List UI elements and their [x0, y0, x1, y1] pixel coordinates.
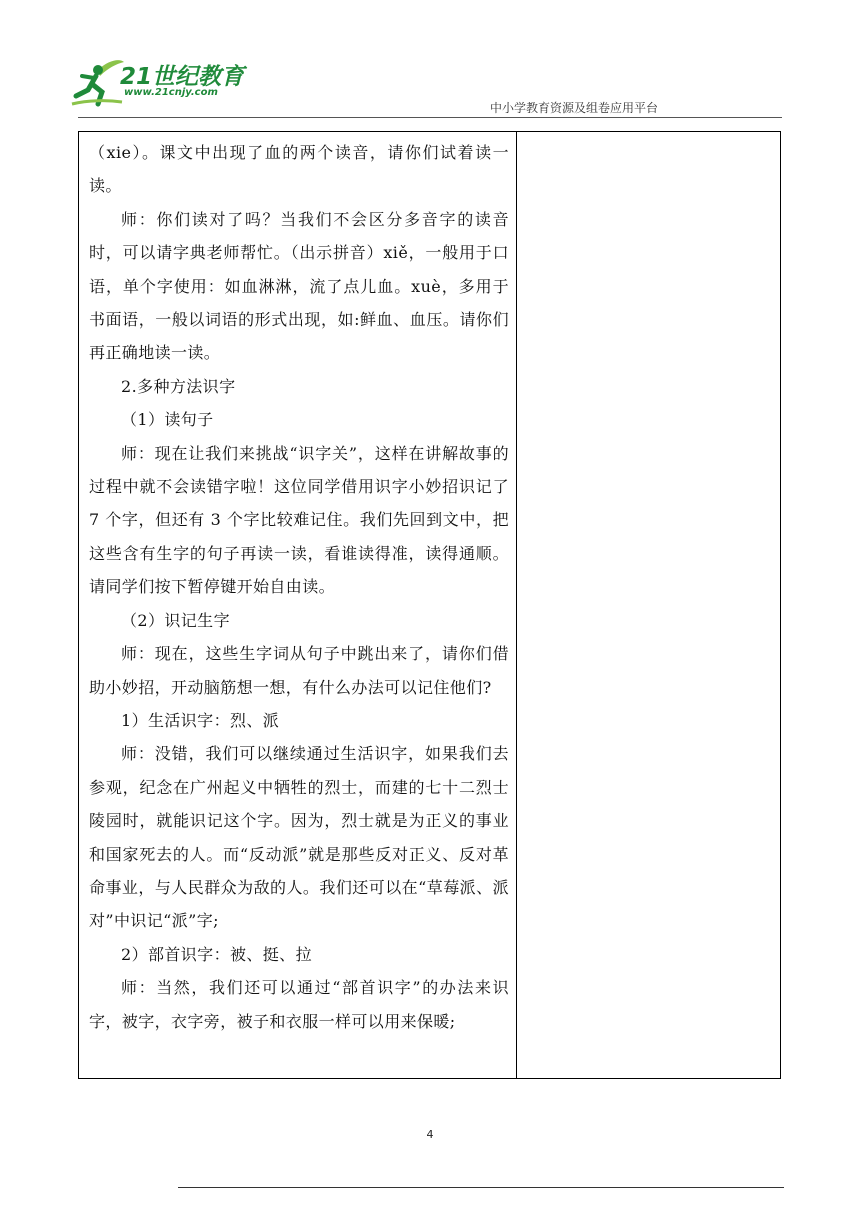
section-heading: 2.多种方法识字 — [121, 376, 236, 396]
logo — [68, 56, 268, 110]
paragraph: 师：现在，这些生字词从句子中跳出来了，请你们借助小妙招，开动脑筋想一想，有什么办法可以记住他们? — [89, 644, 509, 697]
subsection-heading: （2）识记生字 — [121, 610, 230, 630]
paragraph: （xie）。课文中出现了血的两个读音，请你们试着读一读。 — [89, 143, 509, 196]
paragraph: 师：没错，我们可以继续通过生活识字，如果我们去参观，纪念在广州起义中牺牲的烈士，而建的七十二烈士陵园时，就能识记这个字。因为，烈士就是为正义的事业和国家死去的人。而“反动派”就是那些反对正义、反对革命事业，与人民群众为敌的人。我们还可以在“草莓派、派对”中识记“派”字; — [89, 744, 509, 931]
footer-divider — [178, 1187, 784, 1188]
header-divider — [78, 117, 782, 118]
lesson-table — [78, 131, 781, 1079]
subsection-heading: （1）读句子 — [121, 410, 214, 430]
page-number: 4 — [426, 1128, 434, 1141]
logo-text: 21世纪教育 — [120, 64, 245, 90]
platform-name: 中小学教育资源及组卷应用平台 — [489, 101, 658, 115]
paragraph: 师：你们读对了吗？当我们不会区分多音字的读音时，可以请字典老师帮忙。（出示拼音）xiě，一般用于口语，单个字使用：如血淋淋，流了点儿血。xuè，多用于书面语，一般以词语的形式出现，如:鲜血、血压。请你们再正确地读一读。 — [89, 209, 509, 363]
paragraph: 师：当然，我们还可以通过“部首识字”的办法来识字，被字，衣字旁，被子和衣服一样可以用来保暖; — [89, 978, 509, 1031]
column-divider — [516, 132, 517, 1078]
item-heading: 1）生活识字：烈、派 — [121, 710, 280, 730]
lesson-content — [89, 136, 509, 1038]
logo-url: www.21cnjy.com — [124, 87, 218, 98]
paragraph: 师：现在让我们来挑战“识字关”，这样在讲解故事的过程中就不会读错字啦！这位同学借用识字小妙招识记了 7 个字，但还有 3 个字比较难记住。我们先回到文中，把这些含有生字的句子再读一读，看谁读得准，读得通顺。请同学们按下暂停键开始自由读。 — [89, 443, 509, 597]
running-figure-icon — [68, 56, 124, 110]
page-header — [0, 0, 860, 120]
item-heading: 2）部首识字：被、挺、拉 — [121, 944, 312, 964]
